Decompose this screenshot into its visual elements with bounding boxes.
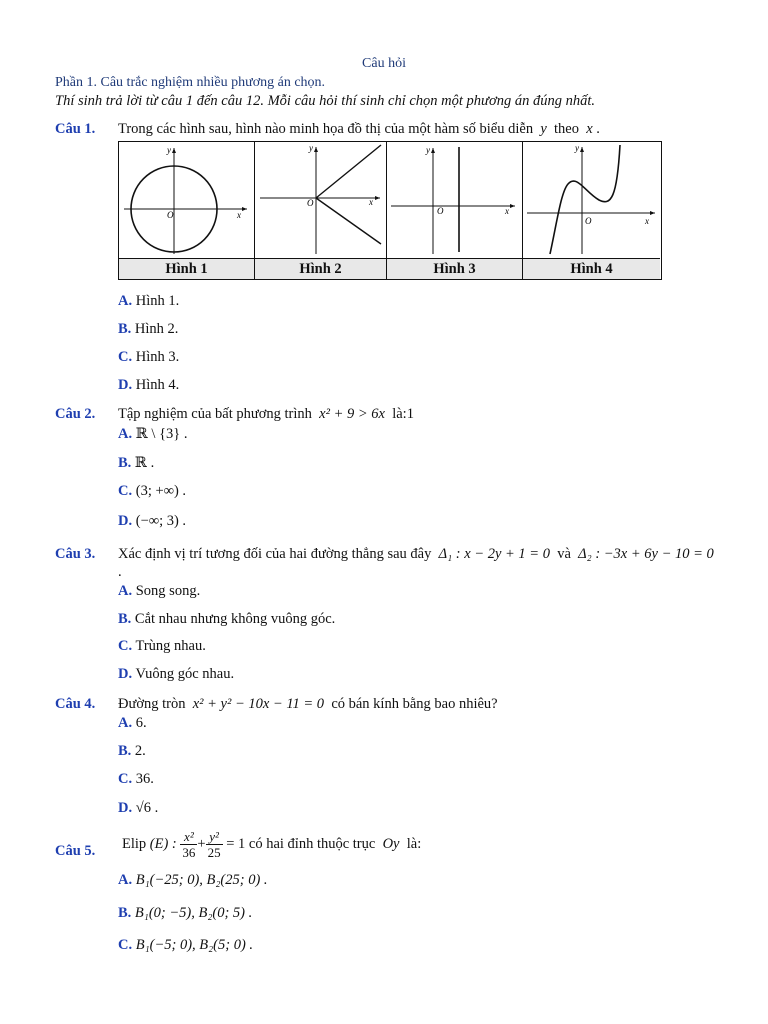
q4-option-b[interactable]: B. 2. — [118, 743, 146, 759]
figure-4 — [523, 142, 660, 258]
q4-option-c[interactable]: C. 36. — [118, 771, 154, 787]
instructions: Thí sinh trả lời từ câu 1 đến câu 12. Mỗi câu hỏi thí sinh chỉ chọn một phương án đúng nhất. — [55, 93, 595, 109]
section-heading: Phần 1. Câu trắc nghiệm nhiều phương án chọn. — [55, 75, 326, 90]
cubic-graph — [523, 142, 660, 258]
figure-4-caption: Hình 4 — [523, 258, 660, 279]
q4-option-a[interactable]: A. 6. — [118, 715, 147, 731]
svg-text:y: y — [575, 143, 579, 153]
q2-option-c[interactable]: C. (3; +∞) . — [118, 483, 187, 499]
y-axis-label: y — [167, 145, 171, 155]
q2-option-d[interactable]: D. (−∞; 3) . — [118, 513, 187, 529]
q1-option-d[interactable]: D. Hình 4. — [118, 377, 180, 393]
q2-option-a[interactable]: A. ℝ \ {3} . — [118, 426, 188, 442]
figure-3 — [387, 142, 523, 258]
svg-text:x: x — [645, 216, 649, 226]
svg-text:y: y — [426, 145, 430, 155]
q3-option-d[interactable]: D. Vuông góc nhau. — [118, 666, 235, 682]
q5-option-c[interactable]: C. B₁(−5; 0), B₂(5; 0) . — [118, 937, 254, 953]
vertical-lines-graph — [387, 142, 521, 258]
question-4-text: Đường tròn x² + y² − 10x − 11 = 0 có bán kính bằng bao nhiêu? — [118, 696, 498, 712]
figure-1 — [119, 142, 255, 258]
question-5-label: Câu 5. — [55, 843, 96, 859]
svg-text:x: x — [369, 197, 373, 207]
svg-text:x: x — [505, 206, 509, 216]
q5-option-a[interactable]: A. B₁(−25; 0), B₂(25; 0) . — [118, 872, 268, 888]
question-2-label: Câu 2. — [55, 406, 96, 422]
figure-1-caption: Hình 1 — [119, 258, 255, 279]
figure-2-caption: Hình 2 — [255, 258, 387, 279]
question-3-label: Câu 3. — [55, 546, 96, 562]
q1-option-c[interactable]: C. Hình 3. — [118, 349, 180, 365]
q4-option-d[interactable]: D. √6 . — [118, 800, 159, 816]
question-1-label: Câu 1. — [55, 121, 96, 137]
svg-text:y: y — [309, 143, 313, 153]
svg-text:O: O — [585, 216, 592, 226]
q3-option-c[interactable]: C. Trùng nhau. — [118, 638, 206, 654]
origin-label: O — [167, 210, 174, 220]
question-3-text: Xác định vị trí tương đối của hai đường thẳng sau đây Δ₁ : x − 2y + 1 = 0 và Δ₂ : −3x + 6y − 10 = 0 — [118, 546, 714, 562]
q1-option-b[interactable]: B. Hình 2. — [118, 321, 179, 337]
x-axis-label: x — [237, 210, 241, 220]
figure-table — [118, 141, 662, 280]
q5-option-b[interactable]: B. B₁(0; −5), B₂(0; 5) . — [118, 905, 253, 921]
question-5-text: Elip (E) : $\frac{\text{x²}}{36}$ + $\frac{\text{y²}}{25}$ = 1 có hai đỉnh thuộc trục Oy là: — [122, 829, 422, 861]
v-graph — [255, 142, 385, 258]
question-1-text: Trong các hình sau, hình nào minh họa đồ thị của một hàm số biểu diễn y theo x . — [118, 121, 600, 137]
fraction-y: $\frac{\text{y²}}{25}$ — [207, 829, 221, 861]
q3-option-b[interactable]: B. Cắt nhau nhưng không vuông góc. — [118, 611, 336, 627]
q2-option-b[interactable]: B. ℝ . — [118, 455, 155, 471]
svg-text:O: O — [307, 198, 314, 208]
q1-option-a[interactable]: A. Hình 1. — [118, 293, 180, 309]
figure-2 — [255, 142, 387, 258]
question-4-label: Câu 4. — [55, 696, 96, 712]
q3-option-a[interactable]: A. Song song. — [118, 583, 201, 599]
circle-graph — [119, 142, 253, 258]
figure-3-caption: Hình 3 — [387, 258, 523, 279]
page-title: Câu hỏi — [362, 56, 406, 71]
question-2-text: Tập nghiệm của bất phương trình x² + 9 > 6x là:1 — [118, 406, 414, 422]
fraction-x: $\frac{\text{x²}}{36}$ — [182, 829, 196, 861]
svg-text:O: O — [437, 206, 444, 216]
question-3-dot: . — [118, 564, 122, 580]
